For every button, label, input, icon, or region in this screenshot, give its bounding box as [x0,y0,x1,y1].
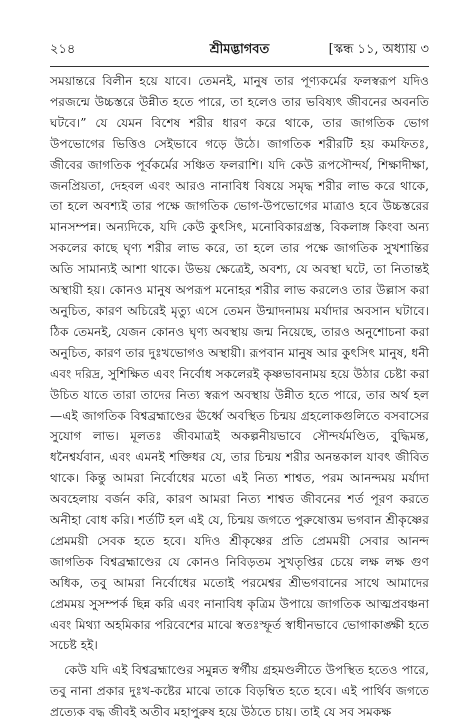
body-text [50,71,429,723]
header-rule [50,66,429,67]
paragraph: কেউ যদি এই বিশ্বব্রহ্মাণ্ডের সমুন্নত স্বর্গীয় গ্রহমণ্ডলীতে উপস্থিত হতেও পারে, তবু নানা প্রকার দুঃখ-কষ্টের মাঝে তাকে বিড়ম্বিত হতে হবে। এই পার্থিব জগতে প্রত্যেক বদ্ধ জীবই অতীব মহাপুরুষ হয়ে উঠতে চায়। তাই যে সব সমকক্ষ [50,663,429,720]
paragraph: সময়ান্তরে বিলীন হয়ে যাবে। তেমনই, মানুষ তার পূণ্যকর্মের ফলস্বরূপ যদিও পরজন্মে উচ্চস্তরে উন্নীত হতে পারে, তা হলেও তার ভবিষ্যৎ জীবনের অবনতি ঘটবে।” যে যেমন বিশেষ শরীর ধারণ করে থাকে, তার জাগতিক ভোগ উপভোগের ভিত্তিও সেইভাবে গড়ে উঠে। জাগতিক শরীরটি হয় কমফিতঃ, জীবের জাগতিক পূর্বকর্মের সঞ্চিত ফলরাশি। যদি কেউ রূপসৌন্দর্য, শিক্ষাদীক্ষা, জনপ্রিয়তা, দেহবল এবং আরও নানাবিধ বিষয়ে সমৃদ্ধ শরীর লাভ করে থাকে, তা হলে অবশ্যই তার পক্ষে জাগতিক ভোগ-উপভোগের মাত্রাও হবে উচ্চস্তরের মানসম্পন্ন। অন্যদিকে, যদি কেউ কুৎসিৎ, মনোবিকারগ্রস্ত, বিকলাঙ্গ কিংবা অন্য সকলের কাছে ঘৃণ্য শরীর লাভ করে, তা হলে তার পক্ষে জাগতিক সুখশান্তির অতি সামান্যই আশা থাকে। উভয় ক্ষেত্রেই, অবশ্য, যে অবস্থা ঘটে, তা নিতান্তই অস্থায়ী হয়। কোনও মানুষ অপরূপ মনোহর শরীর লাভ করলেও তার উল্লাস করা অনুচিত, কারণ অচিরেই মৃত্যু এসে তেমন উন্মাদনাময় মর্যাদার অবসান ঘটাবে। ঠিক তেমনই, যেজন কোনও ঘৃণ্য অবস্থায় জন্ম নিয়েছে, তারও অনুশোচনা করা অনুচিত, কারণ তার দুঃখভোগও অস্থায়ী। রূপবান মানুষ আর কুৎসিৎ মানুষ, ধনী এবং দরিদ্র, সুশিক্ষিত এবং নির্বোধ সকলেরই কৃষ্ণভাবনাময় হয়ে উঠার চেষ্টা করা উচিত যাতে তারা তাদের নিত্য স্বরূপ অবস্থায় উন্নীত হতে পারে, তার অর্থ হল—এই জাগতিক বিশ্বব্রহ্মাণ্ডের ঊর্ধ্বে অবস্থিত চিন্ময় গ্রহলোকগুলিতে বসবাসের সুযোগ লাভ। মূলতঃ জীবমাত্রই অকল্পনীয়ভাবে সৌন্দর্যমণ্ডিত, বুদ্ধিমন্ত, ধনৈশ্বর্যবান, এবং এমনই শক্তিধর যে, তার চিন্ময় শরীর অনন্তকাল যাবৎ জীবিত থাকে। কিন্তু আমরা নির্বোধের মতো এই নিত্য শাশ্বত, পরম আনন্দময় মর্যাদা অবহেলায় বর্জন করি, কারণ আমরা নিত্য শাশ্বত জীবনের শর্ত পূরণ করতে অনীহা বোধ করি। শর্তটি হল এই যে, চিন্ময় জগতে পুরুষোত্তম ভগবান শ্রীকৃষ্ণের প্রেমময়ী সেবক হতে হবে। যদিও শ্রীকৃষ্ণের প্রতি প্রেমময়ী সেবার আনন্দ জাগতিক বিশ্বব্রহ্মাণ্ডের যে কোনও নিবিড়তম সুখতৃপ্তির চেয়ে লক্ষ লক্ষ গুণ অধিক, তবু আমরা নির্বোধের মতোই পরমেশ্বর শ্রীভগবানের সাথে আমাদের প্রেমময় সুসম্পর্ক ছিন্ন করি এবং নানাবিধ কৃত্রিম উপায়ে জাগতিক আত্মপ্রবঞ্চনা এবং মিথ্যা অহমিকার পরিবেশের মাঝে স্বতঃস্ফূর্ত স্বাধীনভাবে ভোগাকাঙ্ক্ষী হতে সচেষ্ট হই। [50,74,429,653]
page-number: ২১৪ [50,42,76,57]
running-header [50,40,429,62]
section-reference: [স্কন্ধ ১১, অধ্যায় ৩ [328,42,429,57]
book-title: শ্রীমদ্ভাগবত [209,42,270,57]
